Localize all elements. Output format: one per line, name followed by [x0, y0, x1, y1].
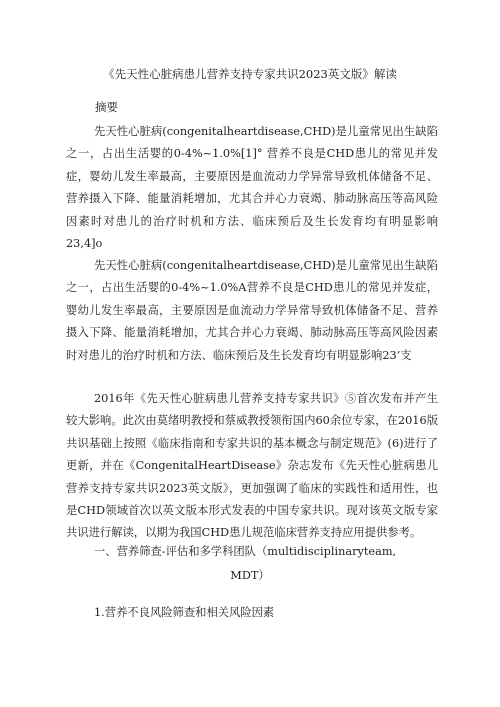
abstract-heading: 摘要 [95, 100, 118, 114]
section-heading: 一、营养筛查-评估和多学科团队（multidisciplinaryteam, [94, 545, 397, 558]
paragraph-2: 先天性心脏病(congenitalheartdisease,CHD)是儿童常见出生缺陷之一，占出生活婴的0-4%~1.0%A营养不良是CHD患儿的常见并发症，婴幼儿发生率最高，主要原因是血流动力学异常导致机体储备不足、营养摄入下降、能量消耗增加，尤其合并心力衰竭、肺动脉高压等高风险因素时对患儿的治疗时机和方法、临床预后及生长发育均有明显影响23’支 [66, 259, 438, 362]
paragraph-1: 先天性心脏病(congenitalheartdisease,CHD)是儿童常见出生缺陷之一，占出生活婴的0-4%~1.0%[1]° 营养不良是CHD患儿的常见并发症，婴幼儿发生率最高，主要原因是血流动力学异常导致机体储备不足、营养摄入下降、能量消耗增加，尤其合并心力衰竭、肺动脉高压等高风险因素时对患儿的治疗时机和方法、临床预后及生长发育均有明显影响23,4]o [66, 125, 438, 251]
section-heading-continuation: MDT） [230, 569, 270, 582]
subsection-heading: 1.营养不良风险筛查和相关风险因素 [94, 606, 275, 619]
document-title: 《先天性心脏病患儿营养支持专家共识2023英文版》解读 [103, 67, 397, 81]
paragraph-3: 2016年《先天性心脏病患儿营养支持专家共识》⑤首次发布并产生较大影响。此次由莫绪明教授和蔡威教授领衔国内60余位专家，在2016版共识基础上按照《临床指南和专家共识的基本概念与制定规范》(6)进行了更新，并在《CongenitalHeartDisease》杂志发布《先天性心脏病患儿营养支持专家共识2023英文版》，更加强调了临床的实践性和适用性，也是CHD领域首次以英文版本形式发表的中国专家共识。现对该英文版专家共识进行解读，以期为我国CHD患儿规范临床营养支持应用提供参考。 [66, 392, 438, 540]
